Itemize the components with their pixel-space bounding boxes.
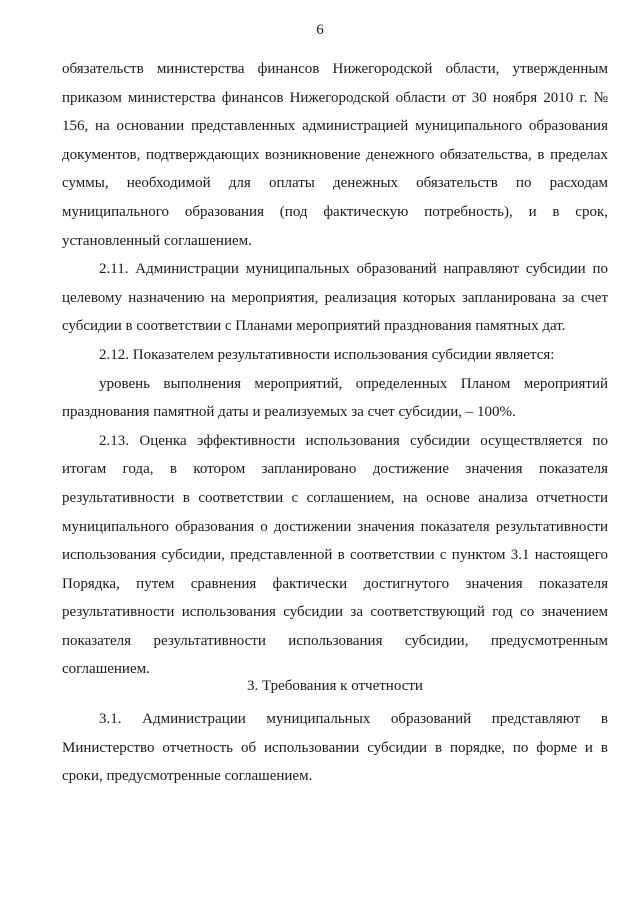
paragraph-2-12: 2.12. Показателем результативности использования субсидии является: [99, 346, 555, 363]
paragraph-continuation: обязательств министерства финансов Нижегородской области, утвержденным приказом министерства финансов Нижегородской области от 30 ноября 2010 г. № 156, на основании представленных администрацией муниципального образования документов, подтверждающих возникновение денежного обязательства, в пределах суммы, необходимой для оплаты денежных обязательств по расходам муниципального образования (под фактическую потребность), и в срок, установленный соглашением. [62, 61, 608, 249]
paragraph-3-1: 3.1. Администрации муниципальных образований представляют в Министерство отчетность об использовании субсидии в порядке, по форме и в сроки, предусмотренные соглашением. [62, 711, 608, 785]
page-number: 6 [316, 22, 324, 38]
paragraph-indicator-level: уровень выполнения мероприятий, определенных Планом мероприятий празднования памятной даты и реализуемых за счет субсидии, – 100%. [62, 375, 608, 421]
paragraph-2-13: 2.13. Оценка эффективности использования субсидии осуществляется по итогам года, в котором запланировано достижение значения показателя результативности в соответствии с соглашением, на основе анализа отчетности муниципального образования о достижении значения показателя результативности использования субсидии, представленной в соответствии с пунктом 3.1 настоящего Порядка, путем сравнения фактически достигнутого значения показателя результативности использования субсидии за соответствующий год со значением показателя результативности использования субсидии, предусмотренным соглашением. [62, 432, 608, 678]
section-text [62, 705, 608, 791]
paragraph-2-11: 2.11. Администрации муниципальных образований направляют субсидии по целевому назначению на мероприятия, реализация которых запланирована за счет субсидии в соответствии с Планами мероприятий празднования памятных дат. [62, 261, 608, 335]
body-text [62, 55, 608, 684]
section-heading: 3. Требования к отчетности [247, 678, 423, 694]
